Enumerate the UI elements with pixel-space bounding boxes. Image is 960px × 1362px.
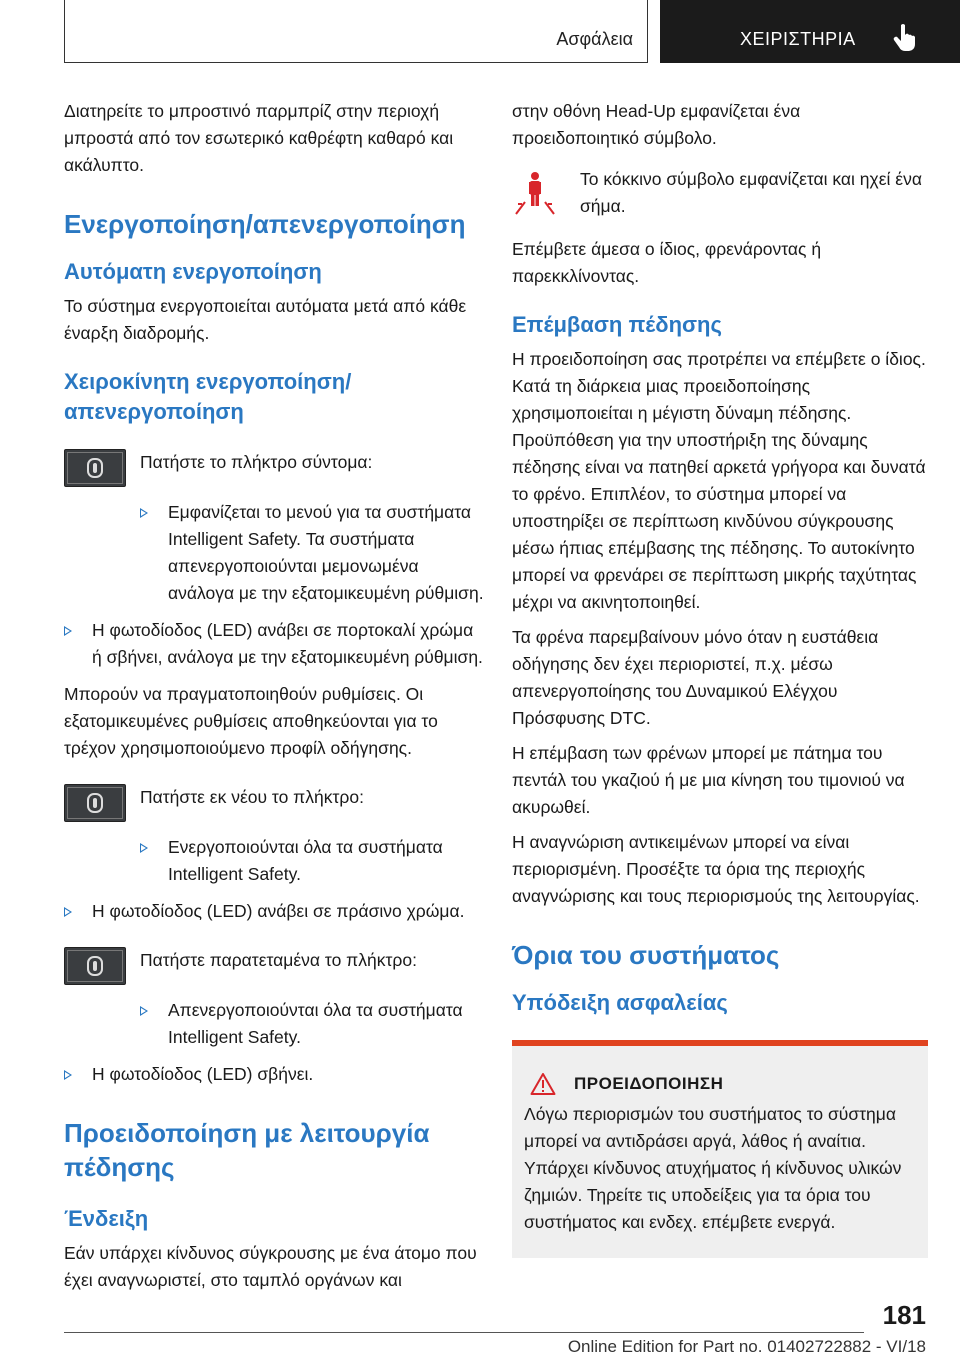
footer-divider [64,1332,864,1333]
safety-button-icon [87,793,103,813]
bullet-triangle-icon [140,1006,148,1016]
intelligent-safety-button-image [64,449,126,487]
stability-text: Τα φρένα παρεμβαίνουν μόνο όταν η ευστάθεια οδήγησης δεν έχει περιοριστεί, π.χ. μέσω απενεργοποίησης του Δυναμικού Ελέγχου Πρόσφυσης DTC. [512,627,879,728]
list-item [64,617,484,671]
section-title: Ασφάλεια [556,29,633,49]
bullet-triangle-icon [140,843,148,853]
list-item-text: Η φωτοδίοδος (LED) ανάβει σε πορτοκαλί χρώμα ή σβήνει, ανάλογα με την εξατομικευμένη ρύθμιση. [92,620,483,667]
heading-warning-braking: Προειδοποίηση με λειτουργία πέδησης [64,1118,430,1182]
warning-text: Λόγω περιορισμών του συστήματος το σύστημα μπορεί να αντιδράσει αργά, λάθος ή αναίτια. Υπάρχει κίνδυνος ατυχήματος ή κίνδυνος υλικών ζημιών. Τηρείτε τις υποδείξεις για τα όρια του συστήματος και ενδεχ. επέμβετε ενεργά. [524,1104,902,1232]
footer-text: Online Edition for Part no. 01402722882 - VI/18 [567,1337,926,1356]
indication-text: Εάν υπάρχει κίνδυνος σύγκρουσης με ένα άτομο που έχει αναγνωριστεί, στο ταμπλό οργάνων και [64,1243,477,1290]
heading-manual-activation: Χειροκίνητη ενεργοποίηση/απενεργοποίηση [64,369,352,424]
chapter-title: ΧΕΙΡΙΣΤΗΡΙΑ [740,29,856,49]
warning-box [512,1040,928,1258]
list-item-text: Εμφανίζεται το μενού για τα συστήματα Intelligent Safety. Τα συστήματα απενεργοποιούνται μεμονωμένα ανάλογα με την εξατομικευμένη ρύθμιση. [168,502,484,603]
page-header [0,0,960,66]
list-item [64,1061,484,1088]
detection-text: Η αναγνώριση αντικειμένων μπορεί να είναι περιορισμένη. Προσέξτε τα όρια της περιοχής αναγνώρισης και τους περιορισμούς της λειτουργίας. [512,832,920,906]
intelligent-safety-button-image [64,947,126,985]
warning-header [524,1070,916,1097]
warning-triangle-icon [530,1072,556,1096]
heading-auto-activation: Αυτόματη ενεργοποίηση [64,259,322,284]
hand-pointer-icon [892,22,920,52]
symbol-description: Το κόκκινο σύμβολο εμφανίζεται και ηχεί ένα σήμα. [580,169,922,216]
intelligent-safety-button-image [64,784,126,822]
braking-text: Η προειδοποίηση σας προτρέπει να επέμβετε ο ίδιος. Κατά τη διάρκεια μιας προειδοποίησης χρησιμοποιείται η μέγιστη δύναμη πέδησης. Προϋπόθεση για την υποστήριξη της δύναμης πέδησης είναι να πατηθεί αρκετά γρήγορα και δυνατά το φρένο. Επιπλέον, το σύστημα μπορεί να υποστηρίξει σε περίπτωση κινδύνου σύγκρουσης μέσω ήπιας επέμβασης της πέδησης. Το αυτοκίνητο μπορεί να φρενάρει σε περίπτωση μικρής ταχύτητας μέχρι να ακινητοποιηθεί. [512,349,926,612]
list-item [140,997,484,1051]
button-press-long-text: Πατήστε παρατεταμένα το πλήκτρο: [140,950,417,970]
heading-indication: Ένδειξη [64,1206,149,1231]
person-warning-icon [512,170,558,216]
bullet-triangle-icon [64,626,72,636]
button-instruction-3 [64,947,484,987]
cancel-text: Η επέμβαση των φρένων μπορεί με πάτημα του πεντάλ του γκαζιού ή με μια κίνηση του τιμονιού να ακυρωθεί. [512,743,905,817]
bullet-triangle-icon [64,1070,72,1080]
settings-paragraph: Μπορούν να πραγματοποιηθούν ρυθμίσεις. Οι εξατομικευμένες ρυθμίσεις αποθηκεύονται για το τρέχον χρησιμοποιούμενο προφίλ οδήγησης. [64,684,438,758]
heading-safety-note: Υπόδειξη ασφαλείας [512,990,728,1015]
bullet-triangle-icon [140,508,148,518]
list-item [140,499,484,607]
list-item-text: Η φωτοδίοδος (LED) ανάβει σε πράσινο χρώμα. [92,901,465,921]
chapter-tab [660,0,960,63]
warning-symbol-row [512,166,928,222]
button-instruction-2 [64,784,484,824]
list-item-text: Ενεργοποιούνται όλα τα συστήματα Intelligent Safety. [168,837,443,884]
page-number: 181 [882,1300,926,1330]
intro-paragraph: Διατηρείτε το μπροστινό παρμπρίζ στην περιοχή μπροστά από τον εσωτερικό καθρέφτη καθαρό και ακάλυπτο. [64,101,454,175]
right-column [512,98,928,1258]
auto-activation-text: Το σύστημα ενεργοποιείται αυτόματα μετά από κάθε έναρξη διαδρομής. [64,296,467,343]
section-box [64,0,648,63]
heading-braking-intervention: Επέμβαση πέδησης [512,312,722,337]
button-press-again-text: Πατήστε εκ νέου το πλήκτρο: [140,787,364,807]
headup-text: στην οθόνη Head-Up εμφανίζεται ένα προειδοποιητικό σύμβολο. [512,101,801,148]
list-item-text: Η φωτοδίοδος (LED) σβήνει. [92,1064,314,1084]
intervene-text: Επέμβετε άμεσα ο ίδιος, φρενάροντας ή παρεκκλίνοντας. [512,239,822,286]
list-item-text: Απενεργοποιούνται όλα τα συστήματα Intelligent Safety. [168,1000,463,1047]
list-item [64,898,484,925]
heading-activation: Ενεργοποίηση/απενεργοποίηση [64,209,466,239]
bullet-triangle-icon [64,907,72,917]
left-column [64,98,484,1302]
warning-title: ΠΡΟΕΙΔΟΠΟΙΗΣΗ [574,1074,724,1093]
list-item [140,834,484,888]
heading-system-limits: Όρια του συστήματος [512,940,780,970]
button-press-short-text: Πατήστε το πλήκτρο σύντομα: [140,452,373,472]
safety-button-icon [87,956,103,976]
safety-button-icon [87,458,103,478]
button-instruction-1 [64,449,484,489]
